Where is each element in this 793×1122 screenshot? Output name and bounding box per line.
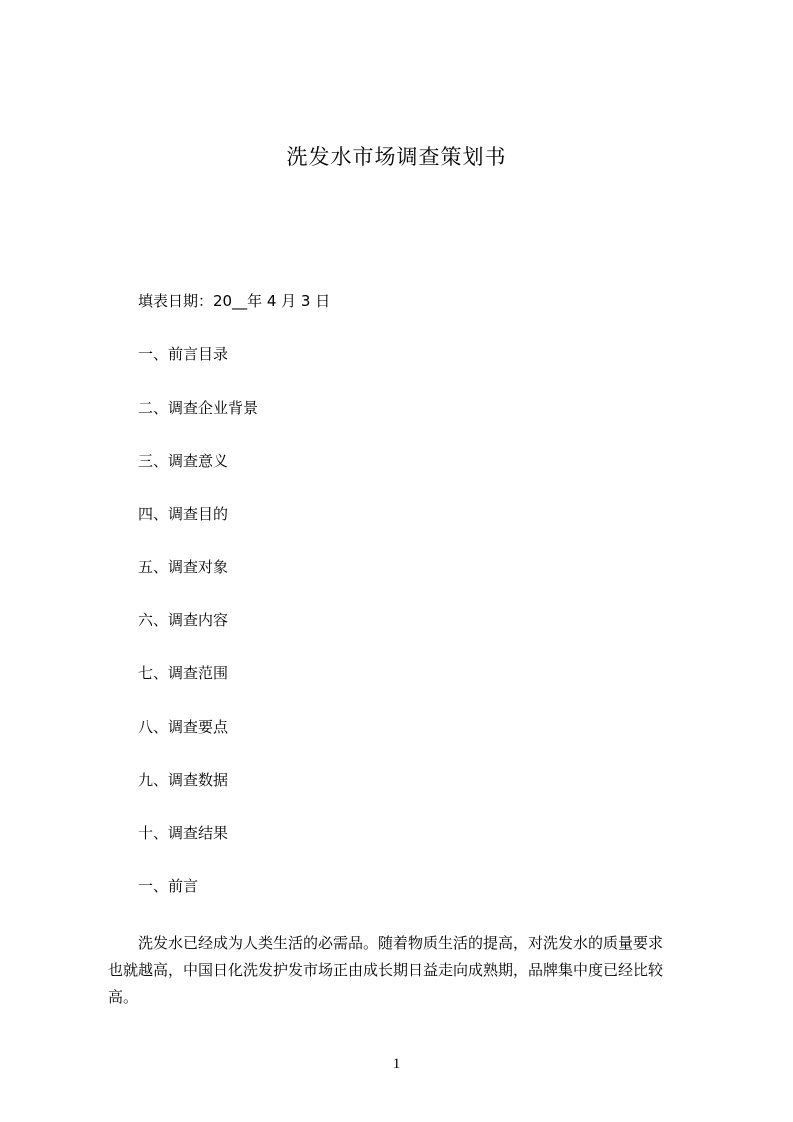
paragraph-line: 高。 <box>108 988 139 1006</box>
toc-item-preface: 一、前言目录 <box>138 345 229 363</box>
toc-item-purpose: 四、调查目的 <box>138 505 229 523</box>
toc-item-subjects: 五、调查对象 <box>138 558 229 576</box>
toc-item-significance: 三、调查意义 <box>138 452 229 470</box>
section-heading-preface: 一、前言 <box>138 877 199 895</box>
toc-item-content: 六、调查内容 <box>138 611 229 629</box>
page-number: 1 <box>392 1056 401 1072</box>
toc-item-key-points: 八、调查要点 <box>138 718 229 736</box>
toc-item-results: 十、调查结果 <box>138 824 229 842</box>
preface-paragraph <box>108 930 718 1011</box>
date-line: 填表日期：20__年 4 月 3 日 <box>138 292 331 310</box>
toc-item-data: 九、调查数据 <box>138 771 229 789</box>
paragraph-line: 洗发水已经成为人类生活的必需品。随着物质生活的提高，对洗发水的质量要求 <box>138 934 664 952</box>
paragraph-line: 也就越高，中国日化洗发护发市场正由成长期日益走向成熟期，品牌集中度已经比较 <box>108 961 664 979</box>
document-title: 洗发水市场调查策划书 <box>286 145 507 169</box>
toc-item-scope: 七、调查范围 <box>138 664 229 682</box>
toc-item-company-background: 二、调查企业背景 <box>138 399 259 417</box>
